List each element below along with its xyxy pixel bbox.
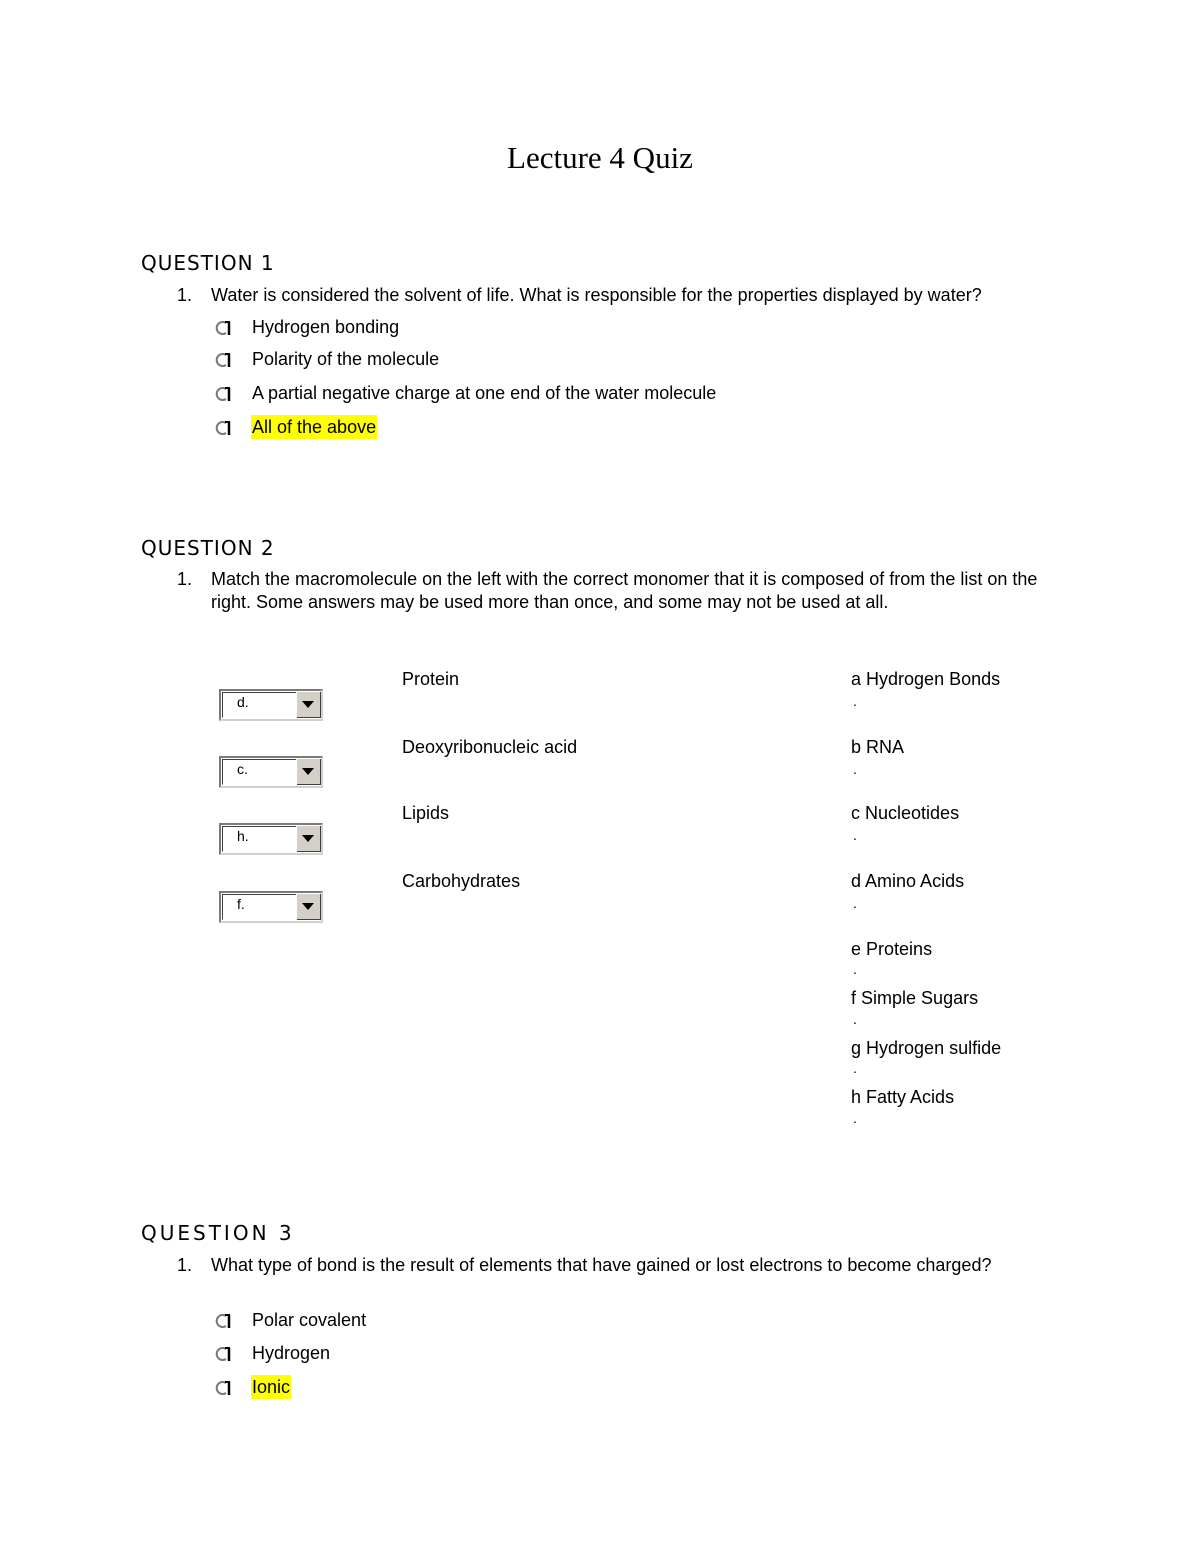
letter-dot: .	[853, 693, 857, 709]
q1-option-4[interactable]	[213, 415, 377, 439]
radio-button-icon[interactable]	[213, 416, 235, 438]
letter-dot: .	[853, 895, 857, 911]
question-1-text: Water is considered the solvent of life. What is responsible for the properties displayed by water?	[211, 285, 982, 305]
q3-option-2[interactable]	[213, 1341, 331, 1365]
letter-dot: .	[853, 761, 857, 777]
match-right-item	[851, 1038, 1001, 1059]
match-right-letter: b	[851, 737, 862, 757]
letter-dot: .	[853, 1110, 857, 1126]
page-title: Lecture 4 Quiz	[507, 140, 693, 175]
match-right-letter: g	[851, 1038, 862, 1058]
question-2-text: Match the macromolecule on the left with the correct monomer that it is composed of from the list on the right. Some answers may be used more than once, and some may not be used at all.	[211, 569, 1038, 612]
question-1-heading: QUESTION 1	[141, 251, 275, 275]
match-select-1[interactable]	[219, 689, 323, 721]
match-right-item	[851, 803, 959, 824]
match-right-label: Simple Sugars	[861, 988, 979, 1008]
match-select-4[interactable]	[219, 891, 323, 923]
radio-button-icon[interactable]	[213, 382, 235, 404]
select-value: d.	[237, 694, 249, 710]
select-value: h.	[237, 828, 249, 844]
q1-option-1[interactable]	[213, 315, 400, 339]
match-right-letter: c	[851, 803, 860, 823]
radio-button-icon[interactable]	[213, 348, 235, 370]
q1-option-label: A partial negative charge at one end of the water molecule	[252, 383, 717, 403]
match-right-item	[851, 669, 1000, 690]
letter-dot: .	[853, 827, 857, 843]
q1-option-label: Polarity of the molecule	[252, 349, 440, 369]
q3-option-label: Polar covalent	[252, 1310, 367, 1330]
q3-option-label: Hydrogen	[252, 1343, 331, 1363]
match-right-label: Proteins	[866, 939, 933, 959]
letter-dot: .	[853, 1060, 857, 1076]
match-right-letter: d	[851, 871, 862, 891]
q3-option-3[interactable]	[213, 1375, 291, 1399]
match-right-label: Fatty Acids	[866, 1087, 955, 1107]
match-left-item: Deoxyribonucleic acid	[402, 737, 578, 757]
question-2-number: 1.	[177, 569, 193, 589]
q3-option-1[interactable]	[213, 1308, 367, 1332]
q1-option-label-highlighted: All of the above	[252, 417, 377, 437]
match-left-item: Carbohydrates	[402, 871, 521, 891]
match-select-3[interactable]	[219, 823, 323, 855]
match-right-item	[851, 737, 904, 758]
match-right-item	[851, 939, 932, 960]
q1-option-2[interactable]	[213, 347, 440, 371]
question-3-text: What type of bond is the result of elements that have gained or lost electrons to become charged?	[211, 1255, 992, 1275]
radio-button-icon[interactable]	[213, 1309, 235, 1331]
match-right-item	[851, 988, 978, 1009]
dropdown-button[interactable]	[296, 893, 321, 920]
letter-dot: .	[853, 1011, 857, 1027]
match-right-item	[851, 1087, 954, 1108]
dropdown-button[interactable]	[296, 691, 321, 718]
radio-button-icon[interactable]	[213, 1342, 235, 1364]
q1-option-3[interactable]	[213, 381, 717, 405]
match-left-item: Lipids	[402, 803, 450, 823]
match-right-item	[851, 871, 964, 892]
dropdown-button[interactable]	[296, 825, 321, 852]
chevron-down-icon	[302, 701, 314, 708]
radio-button-icon[interactable]	[213, 1376, 235, 1398]
question-2-heading: QUESTION 2	[141, 536, 275, 560]
dropdown-button[interactable]	[296, 758, 321, 785]
q3-option-label-highlighted: Ionic	[252, 1377, 291, 1397]
match-right-letter: h	[851, 1087, 862, 1107]
match-left-item: Protein	[402, 669, 460, 689]
radio-button-icon[interactable]	[213, 316, 235, 338]
match-right-label: RNA	[866, 737, 905, 757]
question-3-heading: QUESTION 3	[141, 1221, 295, 1245]
question-1-number: 1.	[177, 285, 193, 305]
q1-option-label: Hydrogen bonding	[252, 317, 400, 337]
match-select-2[interactable]	[219, 756, 323, 788]
match-right-label: Amino Acids	[865, 871, 965, 891]
match-right-letter: e	[851, 939, 862, 959]
chevron-down-icon	[302, 903, 314, 910]
match-right-letter: f	[851, 988, 857, 1008]
chevron-down-icon	[302, 835, 314, 842]
match-right-label: Hydrogen sulfide	[866, 1038, 1002, 1058]
select-value: c.	[237, 761, 248, 777]
match-right-letter: a	[851, 669, 862, 689]
question-3-number: 1.	[177, 1255, 193, 1275]
chevron-down-icon	[302, 768, 314, 775]
match-right-label: Hydrogen Bonds	[866, 669, 1001, 689]
select-value: f.	[237, 896, 245, 912]
letter-dot: .	[853, 961, 857, 977]
match-right-label: Nucleotides	[865, 803, 960, 823]
